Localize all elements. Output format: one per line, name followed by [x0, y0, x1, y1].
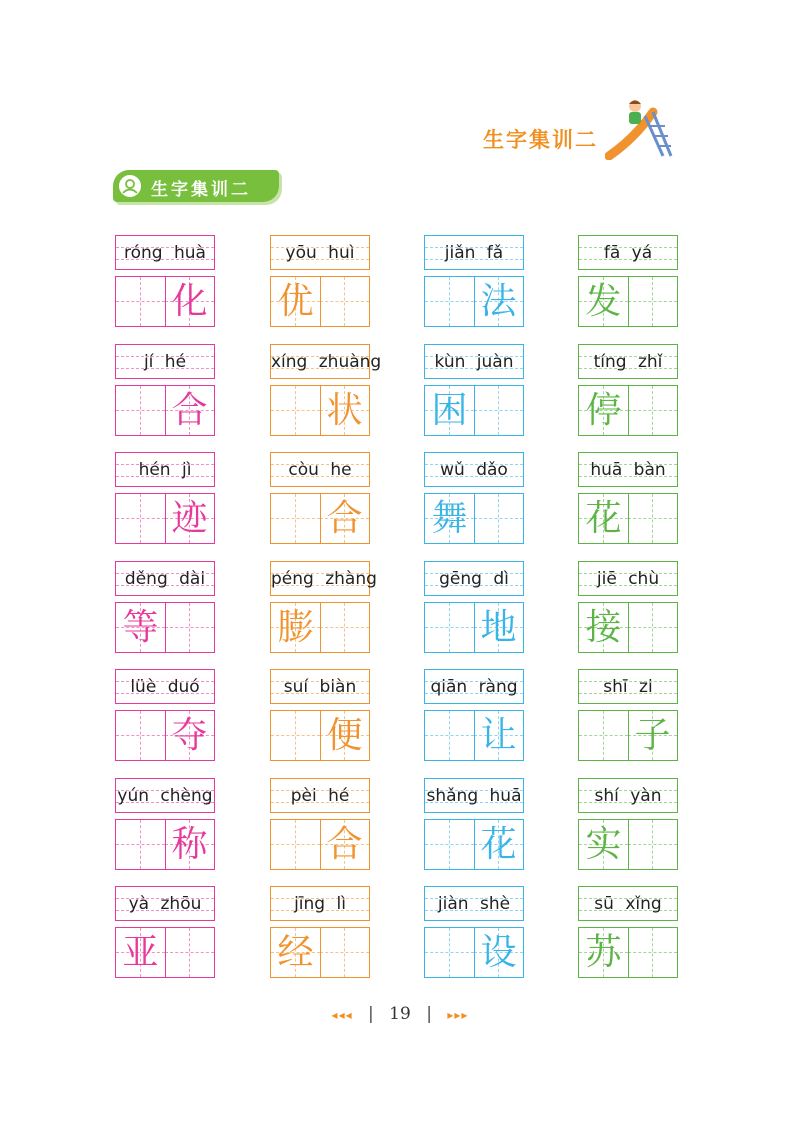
grid-cell [628, 928, 677, 977]
pinyin-text: sū xǐng [594, 894, 662, 914]
word-card [578, 669, 678, 761]
hanzi-character: 发 [585, 281, 622, 322]
hanzi-character: 子 [634, 715, 671, 756]
grid-cell [474, 494, 523, 543]
pinyin-text: róng huà [124, 243, 206, 263]
section-title: 生字集训二 [151, 180, 251, 200]
pinyin-text: yà zhōu [128, 894, 202, 914]
pinyin-box [270, 452, 370, 487]
pinyin-text: jiē chù [596, 569, 660, 589]
character-grid [115, 385, 215, 436]
character-grid [424, 819, 524, 870]
pinyin-box [115, 452, 215, 487]
hanzi-character: 等 [122, 607, 159, 648]
pinyin-box [578, 452, 678, 487]
hanzi-character: 困 [431, 390, 468, 431]
grid-cell [116, 277, 166, 326]
hanzi-character: 花 [585, 498, 622, 539]
word-card [270, 235, 370, 327]
pinyin-text: wǔ dǎo [440, 460, 508, 480]
grid-cell [116, 820, 166, 869]
prev-arrows-icon: ◂◂◂ [331, 1008, 353, 1022]
word-card [578, 778, 678, 870]
hanzi-character: 接 [585, 607, 622, 648]
character-grid [270, 819, 370, 870]
pinyin-box [270, 669, 370, 704]
pinyin-text: gēng dì [439, 569, 509, 589]
pinyin-text: děng dài [124, 569, 206, 589]
character-grid [270, 276, 370, 327]
word-card [115, 452, 215, 544]
grid-cell [271, 711, 321, 760]
pinyin-box [578, 886, 678, 921]
character-grid [578, 276, 678, 327]
pinyin-text: hén jì [138, 460, 192, 480]
grid-cell [116, 494, 166, 543]
word-card [115, 235, 215, 327]
word-card [424, 778, 524, 870]
grid-cell [271, 386, 321, 435]
word-card [578, 452, 678, 544]
hanzi-character: 膨 [277, 607, 314, 648]
hanzi-character: 亚 [122, 932, 159, 973]
pinyin-text: lüè duó [130, 677, 200, 697]
grid-cell [425, 711, 475, 760]
word-card [578, 561, 678, 653]
hanzi-character: 舞 [431, 498, 468, 539]
grid-cell [165, 603, 214, 652]
pinyin-box [578, 669, 678, 704]
word-card [424, 452, 524, 544]
student-icon [119, 175, 141, 197]
grid-cell [474, 386, 523, 435]
grid-cell [425, 603, 475, 652]
hanzi-character: 苏 [585, 932, 622, 973]
pinyin-text: jīng lì [294, 894, 346, 914]
pinyin-text: jí hé [143, 352, 187, 372]
word-card [115, 561, 215, 653]
word-card [578, 344, 678, 436]
hanzi-character: 地 [480, 607, 517, 648]
pinyin-text: còu he [288, 460, 352, 480]
word-card [424, 344, 524, 436]
pinyin-text: huā bàn [590, 460, 666, 480]
hanzi-character: 状 [326, 390, 363, 431]
pinyin-text: kùn juàn [434, 352, 514, 372]
pinyin-box [578, 344, 678, 379]
grid-cell [425, 277, 475, 326]
pinyin-box [115, 561, 215, 596]
character-grid [424, 493, 524, 544]
grid-cell [320, 603, 369, 652]
grid-cell [628, 386, 677, 435]
character-grid [424, 276, 524, 327]
grid-cell [425, 928, 475, 977]
pinyin-box [115, 669, 215, 704]
character-grid [115, 602, 215, 653]
grid-cell [116, 711, 166, 760]
grid-cell [628, 603, 677, 652]
word-card [115, 886, 215, 978]
word-card [424, 235, 524, 327]
word-card [578, 886, 678, 978]
hanzi-character: 迹 [171, 498, 208, 539]
word-card [115, 669, 215, 761]
character-grid [578, 493, 678, 544]
grid-cell [579, 711, 629, 760]
next-arrows-icon: ▸▸▸ [447, 1008, 469, 1022]
word-card [270, 669, 370, 761]
pinyin-text: jiàn shè [437, 894, 511, 914]
pinyin-box [424, 452, 524, 487]
pinyin-text: qiān ràng [430, 677, 518, 697]
character-grid [578, 710, 678, 761]
pinyin-box [270, 561, 377, 596]
hanzi-character: 合 [326, 824, 363, 865]
character-grid [424, 710, 524, 761]
grid-cell [116, 386, 166, 435]
pinyin-text: pèi hé [290, 786, 350, 806]
character-grid [578, 819, 678, 870]
grid-cell [425, 820, 475, 869]
grid-cell [628, 820, 677, 869]
hanzi-character: 合 [171, 390, 208, 431]
pinyin-box [424, 235, 524, 270]
pinyin-text: xíng zhuàng [271, 352, 382, 372]
hanzi-character: 花 [480, 824, 517, 865]
character-grid [270, 927, 370, 978]
page-footer: ◂◂◂ | 19 | ▸▸▸ [331, 1004, 469, 1024]
grid-cell [271, 494, 321, 543]
character-grid [424, 927, 524, 978]
character-grid [270, 493, 370, 544]
grid-cell [271, 820, 321, 869]
character-grid [115, 710, 215, 761]
grid-cell [628, 494, 677, 543]
word-card [270, 452, 370, 544]
word-card [115, 344, 215, 436]
character-grid [424, 602, 524, 653]
word-card [270, 561, 377, 653]
hanzi-character: 停 [585, 390, 622, 431]
word-card [270, 778, 370, 870]
hanzi-character: 经 [277, 932, 314, 973]
pinyin-box [578, 778, 678, 813]
word-card [578, 235, 678, 327]
character-grid [115, 493, 215, 544]
pinyin-box [270, 778, 370, 813]
pinyin-text: fā yá [603, 243, 653, 263]
character-grid [578, 927, 678, 978]
word-card [115, 778, 215, 870]
pinyin-text: yún chèng [117, 786, 213, 806]
hanzi-character: 让 [480, 715, 517, 756]
character-grid [115, 927, 215, 978]
word-card [424, 561, 524, 653]
grid-cell [320, 928, 369, 977]
grid-cell [628, 277, 677, 326]
character-grid [115, 276, 215, 327]
pinyin-box [424, 669, 524, 704]
pinyin-box [115, 235, 215, 270]
pinyin-text: yōu huì [285, 243, 355, 263]
character-grid [578, 385, 678, 436]
hanzi-character: 优 [277, 281, 314, 322]
pinyin-box [424, 344, 524, 379]
grid-cell [320, 277, 369, 326]
pinyin-box [578, 235, 678, 270]
pinyin-box [424, 561, 524, 596]
hanzi-character: 称 [171, 824, 208, 865]
pinyin-box [578, 561, 678, 596]
character-grid [424, 385, 524, 436]
pinyin-text: shī zi [603, 677, 653, 697]
header-title: 生字集训二 [483, 128, 598, 152]
hanzi-character: 便 [326, 715, 363, 756]
page-number: 19 [389, 1004, 411, 1024]
character-grid [115, 819, 215, 870]
word-card [424, 886, 524, 978]
grid-cell [165, 928, 214, 977]
character-grid [270, 385, 370, 436]
hanzi-character: 合 [326, 498, 363, 539]
slide-illustration [605, 98, 675, 160]
pinyin-text: jiǎn fǎ [444, 243, 504, 263]
character-grid [270, 602, 370, 653]
pinyin-box [115, 344, 215, 379]
pinyin-box [115, 778, 215, 813]
hanzi-character: 法 [480, 281, 517, 322]
hanzi-character: 设 [480, 932, 517, 973]
word-card [424, 669, 524, 761]
pinyin-box [424, 886, 524, 921]
pinyin-box [115, 886, 215, 921]
section-banner [113, 170, 285, 206]
pinyin-box [424, 778, 524, 813]
pinyin-text: suí biàn [283, 677, 357, 697]
hanzi-character: 实 [585, 824, 622, 865]
character-grid [578, 602, 678, 653]
pinyin-box [270, 235, 370, 270]
pinyin-box [270, 886, 370, 921]
hanzi-character: 化 [171, 281, 208, 322]
hanzi-character: 夺 [171, 715, 208, 756]
character-grid [270, 710, 370, 761]
word-card [270, 344, 382, 436]
pinyin-box [270, 344, 382, 379]
pinyin-text: péng zhàng [271, 569, 377, 589]
pinyin-text: shǎng huā [426, 786, 522, 806]
word-card [270, 886, 370, 978]
pinyin-text: shí yàn [594, 786, 662, 806]
pinyin-text: tíng zhǐ [593, 352, 663, 372]
